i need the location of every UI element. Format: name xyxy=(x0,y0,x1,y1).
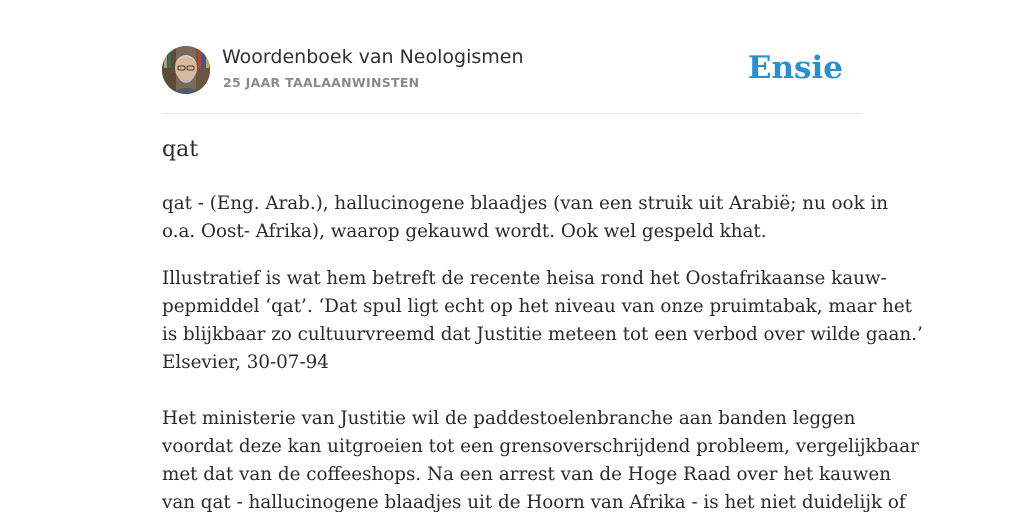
text-line: Illustratief is wat hem betreft de recente heisa rond het Oostafrikaanse kauw- xyxy=(162,268,887,289)
quote-paragraph xyxy=(162,405,919,512)
site-subtitle: 25 JAAR TAALAANWINSTEN xyxy=(223,75,420,90)
author-avatar[interactable] xyxy=(162,46,210,94)
definition-paragraph xyxy=(162,190,889,246)
text-line: voordat deze kan uitgroeien tot een grensoverschrijdend probleem, vergelijkbaar xyxy=(162,436,919,457)
entry-title: qat xyxy=(162,137,199,162)
site-header xyxy=(162,46,862,96)
text-line: is blijkbaar zo cultuurvreemd dat Justitie meteen tot een verbod over wilde gaan.’ xyxy=(162,324,923,345)
text-line: o.a. Oost- Afrika), waarop gekauwd wordt. Ook wel gespeld khat. xyxy=(162,221,767,242)
text-line: van qat - hallucinogene blaadjes uit de Hoorn van Afrika - is het niet duidelijk of xyxy=(162,492,906,512)
header-divider xyxy=(162,113,862,114)
text-line: qat - (Eng. Arab.), hallucinogene blaadjes (van een struik uit Arabië; nu ook in xyxy=(162,193,889,214)
brand-logo[interactable]: Ensie xyxy=(747,50,843,86)
author-avatar-image xyxy=(162,46,210,94)
quote-paragraph xyxy=(162,265,923,377)
text-line: Het ministerie van Justitie wil de paddestoelenbranche aan banden leggen xyxy=(162,408,856,429)
site-title[interactable]: Woordenboek van Neologismen xyxy=(222,46,524,68)
text-line: pepmiddel ‘qat’. ‘Dat spul ligt echt op het niveau van onze pruimtabak, maar het xyxy=(162,296,913,317)
quote-source: Elsevier, 30-07-94 xyxy=(162,352,329,373)
text-line: met dat van de coffeeshops. Na een arrest van de Hoge Raad over het kauwen xyxy=(162,464,891,485)
